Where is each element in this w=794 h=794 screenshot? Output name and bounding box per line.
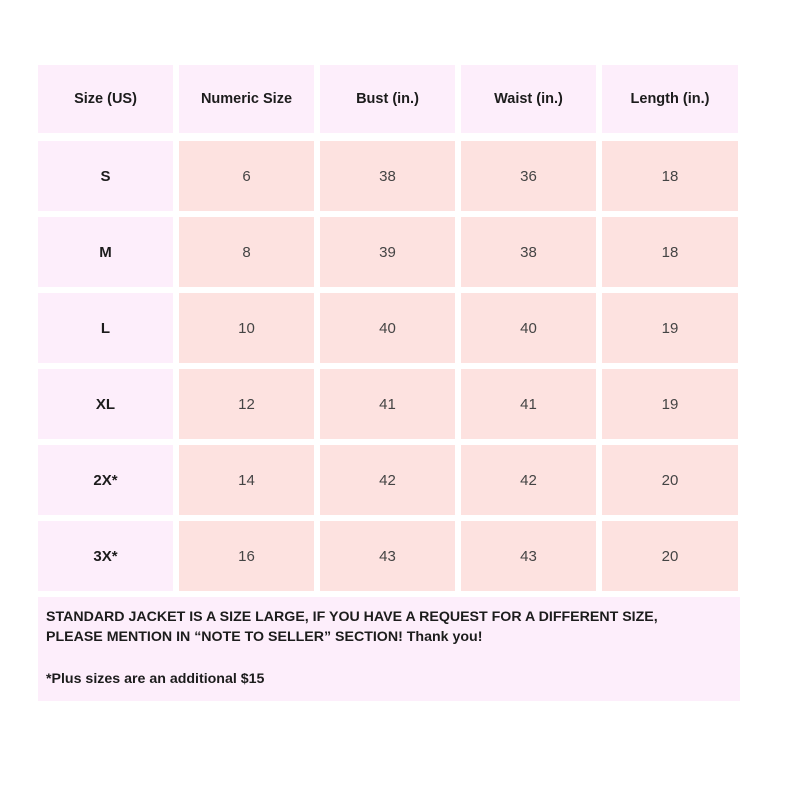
- waist-cell: 40: [461, 293, 596, 363]
- bust-cell: 41: [320, 369, 455, 439]
- table-row: [38, 369, 740, 439]
- size-chart: [38, 65, 740, 701]
- size-cell: L: [38, 293, 173, 363]
- numeric-size-cell: 12: [179, 369, 314, 439]
- note-line-1: STANDARD JACKET IS A SIZE LARGE, IF YOU HAVE A REQUEST FOR A DIFFERENT SIZE,: [46, 609, 658, 625]
- table-row: [38, 521, 740, 591]
- length-cell: 20: [602, 521, 738, 591]
- plus-size-note: *Plus sizes are an additional $15: [46, 671, 265, 687]
- length-cell: 20: [602, 445, 738, 515]
- header-length: Length (in.): [602, 65, 738, 133]
- numeric-size-cell: 16: [179, 521, 314, 591]
- length-cell: 19: [602, 293, 738, 363]
- waist-cell: 41: [461, 369, 596, 439]
- waist-cell: 36: [461, 141, 596, 211]
- size-note: [38, 597, 740, 701]
- numeric-size-cell: 14: [179, 445, 314, 515]
- header-size-us: Size (US): [38, 65, 173, 133]
- bust-cell: 40: [320, 293, 455, 363]
- size-cell: M: [38, 217, 173, 287]
- waist-cell: 42: [461, 445, 596, 515]
- table-row: [38, 293, 740, 363]
- length-cell: 19: [602, 369, 738, 439]
- size-cell: XL: [38, 369, 173, 439]
- length-cell: 18: [602, 217, 738, 287]
- waist-cell: 38: [461, 217, 596, 287]
- header-waist: Waist (in.): [461, 65, 596, 133]
- waist-cell: 43: [461, 521, 596, 591]
- numeric-size-cell: 8: [179, 217, 314, 287]
- header-numeric-size: Numeric Size: [179, 65, 314, 133]
- bust-cell: 38: [320, 141, 455, 211]
- size-cell: S: [38, 141, 173, 211]
- size-cell: 3X*: [38, 521, 173, 591]
- header-bust: Bust (in.): [320, 65, 455, 133]
- size-cell: 2X*: [38, 445, 173, 515]
- numeric-size-cell: 10: [179, 293, 314, 363]
- table-row: [38, 445, 740, 515]
- numeric-size-cell: 6: [179, 141, 314, 211]
- table-row: [38, 141, 740, 211]
- table-header-row: [38, 65, 740, 133]
- bust-cell: 42: [320, 445, 455, 515]
- table-row: [38, 217, 740, 287]
- length-cell: 18: [602, 141, 738, 211]
- bust-cell: 39: [320, 217, 455, 287]
- note-line-2: PLEASE MENTION IN “NOTE TO SELLER” SECTION! Thank you!: [46, 629, 483, 645]
- bust-cell: 43: [320, 521, 455, 591]
